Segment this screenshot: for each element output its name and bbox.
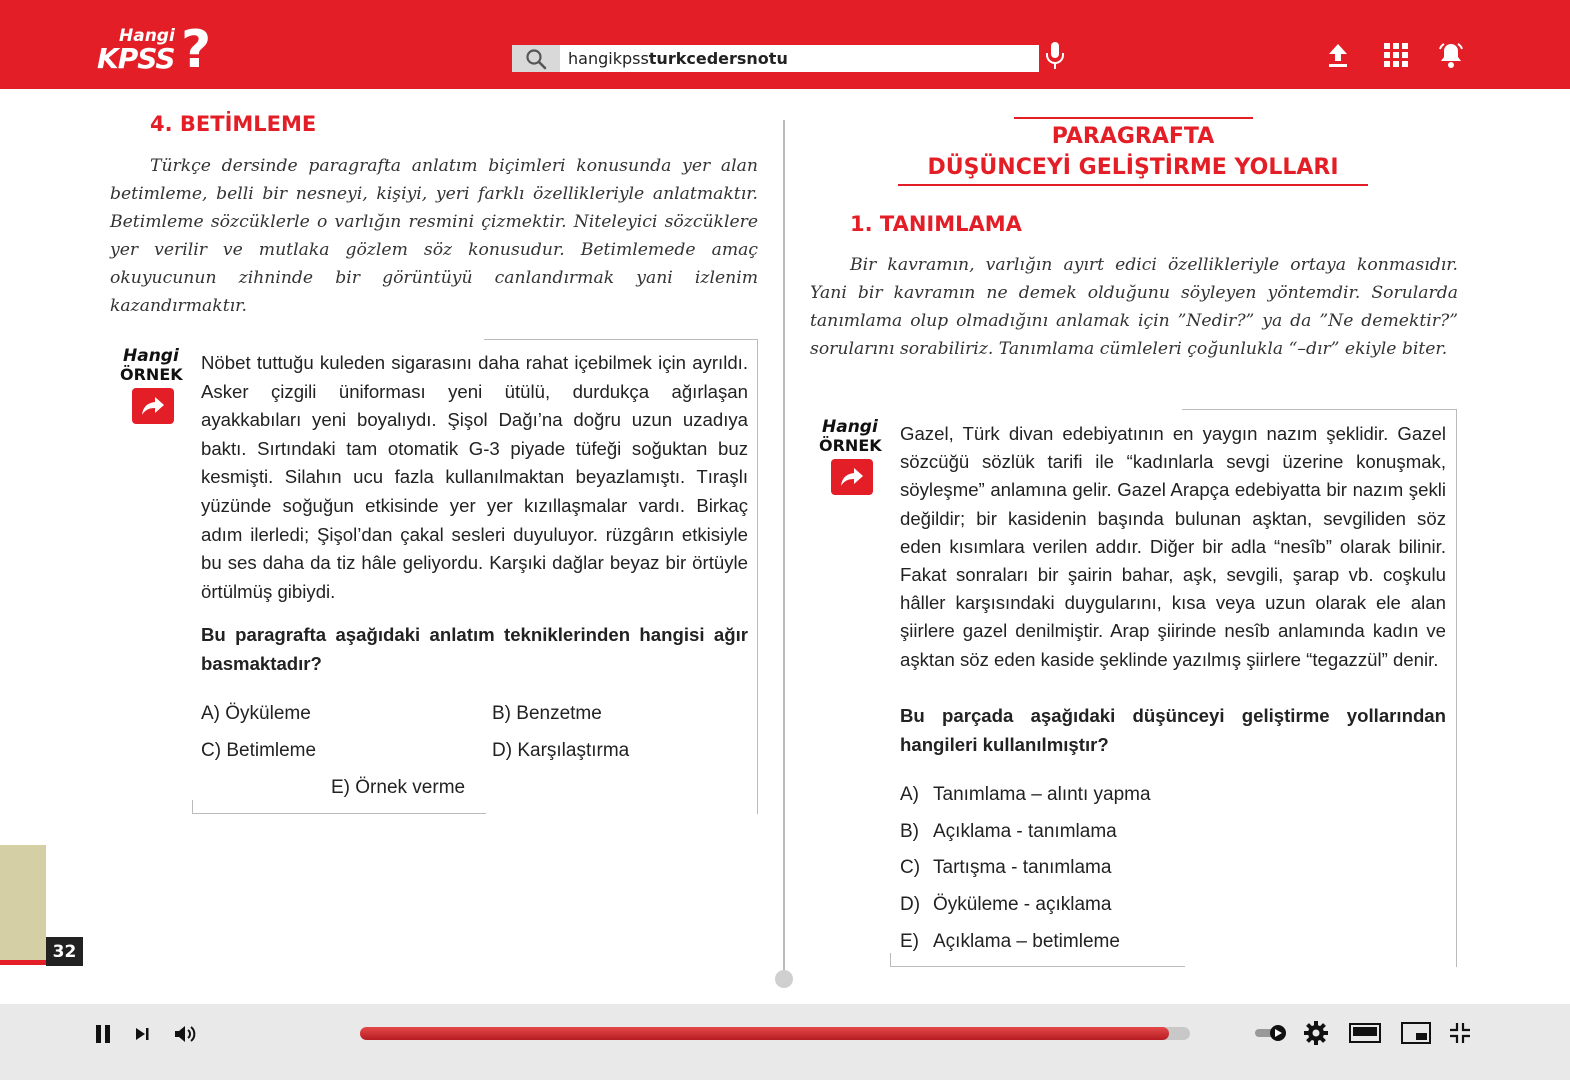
option-letter: E) xyxy=(900,931,919,952)
left-intro-paragraph: Türkçe dersinde paragrafta anlatım biçimleri konusunda yer alan betimleme, belli bir nesneyi, kişiyi, yeri farklı özellikleriyle anlatmaktır. Betimleme sözcüklerle o varlığın resmini çizmektir. Niteleyici sözcüklere yer verilir ve mutlaka gözlem söz konusudur. Betimlemede amaç okuyucunun zihninde bir görüntüyü canlandırmak yani izlenim kazandırmaktır. xyxy=(110,156,758,316)
left-box-right-border xyxy=(757,339,758,814)
left-option-e[interactable]: E) Örnek verme xyxy=(331,777,466,798)
option-letter: C) xyxy=(900,857,921,878)
autoplay-toggle-icon[interactable] xyxy=(1254,1021,1288,1045)
left-question: Bu paragrafta aşağıdaki anlatım tekniklerinden hangisi ağır basmaktadır? xyxy=(201,624,748,674)
left-box-left-tick xyxy=(192,800,193,814)
option-letter: B) xyxy=(900,821,919,842)
right-box-bottom-border xyxy=(890,966,1185,967)
volume-icon[interactable] xyxy=(172,1022,198,1046)
progress-fill xyxy=(360,1027,1169,1040)
search-input[interactable] xyxy=(560,49,788,68)
page-number: 32 xyxy=(46,937,83,966)
right-box-right-border xyxy=(1456,409,1457,967)
page-divider xyxy=(783,120,785,978)
hangi-kpss-logo[interactable] xyxy=(95,22,220,78)
option-text: Açıklama - tanımlama xyxy=(933,821,1117,842)
next-icon[interactable] xyxy=(131,1024,153,1044)
right-heading-line2: DÜŞÜNCEYİ GELİŞTİRME YOLLARI xyxy=(927,155,1339,180)
microphone-icon[interactable] xyxy=(1040,40,1070,70)
left-example-text: Nöbet tuttuğu kuleden sigarasını daha rahat içebilmek için ayrıldı. Asker çizgili üniforması yeni ütülü, durdukça ağırlaşan ayakkabıları yeni boyalıydı. Şişol Dağı’na doğru uzun uzadıya baktı. Sırtındaki tam otomatik G-3 piyade tüfeği soğuktan buz kesmişti. Silahın ucu fazla kullanılmaktan beyazlamıştı. Tıraşlı yüzünde soğuğun etkisinde yer yer kızıllaşmalar vardı. Birkaç adım ilerledi; Şişol’dan çakal sesleri duyuluyor. rüzgârın etkisiyle bu ses daha da tiz hâle geliyordu. Karşıki dağlar beyaz bir örtüyle örtülmüş gibiydi. xyxy=(201,352,748,602)
right-intro-paragraph: Bir kavramın, varlığın ayırt edici özellikleriyle ortaya konmasıdır. Yani bir kavramın ne demek olduğunu söyleyen yöntemdir. Sorularda tanımlama olup olmadığını anlamak için ”Nedir?” ya da ”Ne demektir?” sorularını sorabiliriz. Tanımlama cümleleri çoğunlukla “–dır” ekiyle biter. xyxy=(810,255,1458,359)
right-hangi-ornek-badge xyxy=(819,417,885,497)
right-option-c[interactable] xyxy=(900,857,1112,879)
option-text: Açıklama – betimleme xyxy=(933,931,1120,952)
right-question: Bu parçada aşağıdaki düşünceyi geliştirme yollarından hangileri kullanılmıştır? xyxy=(900,705,1446,755)
bell-icon[interactable] xyxy=(1436,40,1466,70)
right-heading-line1: PARAGRAFTA xyxy=(1051,124,1215,149)
option-text: Tanımlama – alıntı yapma xyxy=(933,784,1151,805)
option-text: Öyküleme - açıklama xyxy=(933,894,1112,915)
video-player-controls xyxy=(0,1004,1570,1080)
upload-icon[interactable] xyxy=(1323,40,1353,70)
pause-icon[interactable] xyxy=(92,1022,114,1046)
share-arrow-icon[interactable] xyxy=(831,459,873,495)
search-bar[interactable] xyxy=(512,45,1039,72)
share-arrow-icon[interactable] xyxy=(132,388,174,424)
logo-question-mark: ? xyxy=(181,20,212,80)
badge-bottom-text: ÖRNEK xyxy=(120,365,183,384)
page-red-strip xyxy=(0,960,46,965)
right-option-a[interactable] xyxy=(900,784,1151,806)
left-option-b[interactable]: B) Benzetme xyxy=(492,703,602,724)
left-box-bottom-border xyxy=(192,813,486,814)
top-bar xyxy=(0,0,1570,89)
search-value-bold: turkcedersnotu xyxy=(648,49,788,68)
page-side-tab xyxy=(0,845,46,960)
divider-handle[interactable] xyxy=(775,970,793,988)
right-section-title: 1. TANIMLAMA xyxy=(850,212,1022,236)
badge-top-text: Hangi xyxy=(822,417,878,437)
badge-top-text: Hangi xyxy=(123,346,179,366)
theater-mode-icon[interactable] xyxy=(1348,1022,1382,1044)
right-option-b[interactable] xyxy=(900,821,1117,843)
logo-top-text: Hangi xyxy=(119,26,175,46)
left-section-title: 4. BETİMLEME xyxy=(150,112,317,136)
heading-top-rule xyxy=(1014,117,1253,119)
left-option-c[interactable]: C) Betimleme xyxy=(201,740,317,761)
search-value-prefix: hangikpss xyxy=(568,49,649,68)
option-letter: D) xyxy=(900,894,921,915)
settings-gear-icon[interactable] xyxy=(1302,1019,1330,1047)
right-option-d[interactable] xyxy=(900,894,1112,916)
right-box-top-border xyxy=(1182,409,1457,410)
option-text: Tartışma - tanımlama xyxy=(933,857,1112,878)
heading-bottom-rule xyxy=(898,184,1368,186)
miniplayer-icon[interactable] xyxy=(1400,1021,1432,1045)
badge-bottom-text: ÖRNEK xyxy=(819,436,882,455)
apps-grid-icon[interactable] xyxy=(1381,40,1411,70)
right-example-text: Gazel, Türk divan edebiyatının en yaygın nazım şeklidir. Gazel sözcüğü sözlük tarifi ile “kadınlarla sevgi üzerine konuşmak, söyleşme” anlamına gelir. Gazel Arapça edebiyatta bir nazım şekli değildir; bir kasidenin başında bulunan aşktan, sevgiliden söz eden kısımlara verilen addır. Diğer bir adla “nesîb” olarak bilinir. Fakat sonraları bir şairin bahar, aşk, sevgili, şarap vb. coşkulu hâller karşısındaki duygularını, kısa veya uzun olarak ele alan şiirlere gazel denilmiştir. Arap şiirinde nesîb anlamında kadın ve aşktan söz eden kaside şeklinde yazılmış şiirlere “tegazzül” denir. xyxy=(900,423,1446,670)
left-box-top-border xyxy=(484,339,758,340)
left-hangi-ornek-badge xyxy=(120,346,186,426)
option-letter: A) xyxy=(900,784,919,805)
exit-fullscreen-icon[interactable] xyxy=(1447,1020,1473,1046)
search-icon[interactable] xyxy=(512,45,560,72)
right-option-e[interactable] xyxy=(900,931,1120,953)
right-box-left-tick xyxy=(890,953,891,967)
left-option-d[interactable]: D) Karşılaştırma xyxy=(492,740,630,761)
left-option-a[interactable]: A) Öyküleme xyxy=(201,703,311,724)
logo-main-text: KPSS xyxy=(97,42,175,75)
